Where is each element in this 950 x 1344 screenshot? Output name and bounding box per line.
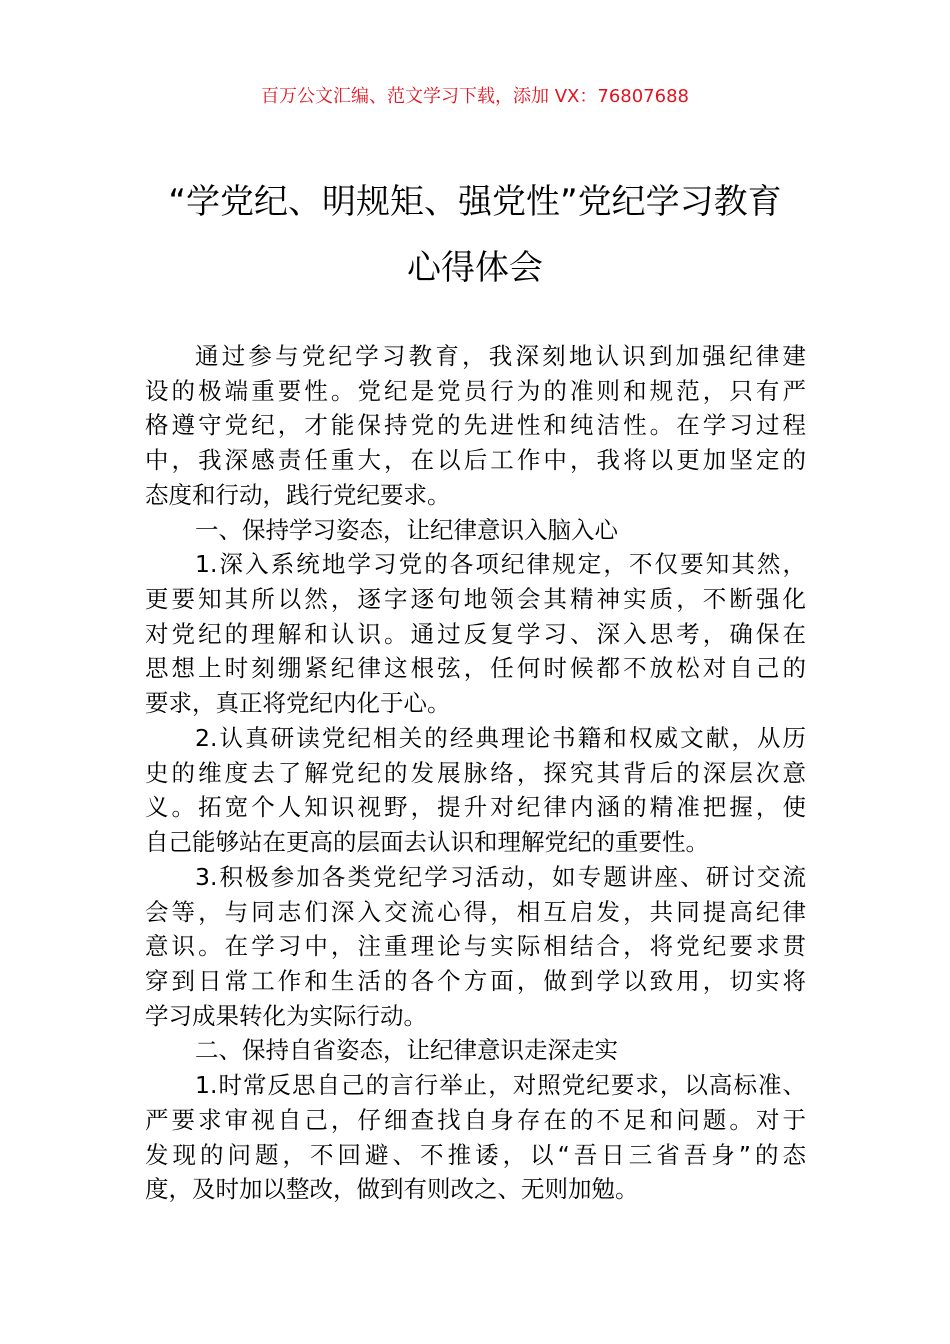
watermark-banner: 百万公文汇编、范文学习下载，添加 VX：76807688: [261, 86, 689, 107]
section-heading: [145, 513, 806, 548]
text-line: 义。拓宽个人知识视野，提升对纪律内涵的精准把握，使: [145, 793, 806, 822]
text-line: 史的维度去了解党纪的发展脉络，探究其背后的深层次意: [145, 758, 806, 787]
text-line: 设的极端重要性。党纪是党员行为的准则和规范，只有严: [145, 376, 806, 405]
paragraph: [145, 547, 806, 721]
text-line: 中，我深感责任重大，在以后工作中，我将以更加坚定的: [145, 446, 806, 475]
text-line: 会等，与同志们深入交流心得，相互启发，共同提高纪律: [145, 897, 806, 926]
paragraph: [145, 339, 806, 513]
document-title-line2: 心得体会: [407, 248, 543, 288]
text-line: 发现的问题，不回避、不推诿，以“吾日三省吾身”的态: [145, 1140, 806, 1169]
text-line: 态度和行动，践行党纪要求。: [145, 480, 451, 509]
text-line: 1.时常反思自己的言行举止，对照党纪要求，以高标准、: [195, 1071, 806, 1100]
text-line: 思想上时刻绷紧纪律这根弦，任何时候都不放松对自己的: [145, 654, 806, 683]
paragraph: [145, 721, 806, 860]
document-title: “学党纪、明规矩、强党性”党纪学习教育: [168, 182, 782, 222]
paragraph: [145, 860, 806, 1034]
text-line: 格遵守党纪，才能保持党的先进性和纯洁性。在学习过程: [145, 411, 806, 440]
text-line: 度，及时加以整改，做到有则改之、无则加勉。: [145, 1175, 639, 1204]
text-line: 二、保持自省姿态，让纪律意识走深走实: [195, 1036, 618, 1065]
section-heading: [145, 1033, 806, 1068]
text-line: 3.积极参加各类党纪学习活动，如专题讲座、研讨交流: [195, 862, 806, 891]
text-line: 2.认真研读党纪相关的经典理论书籍和权威文献，从历: [195, 723, 806, 752]
text-line: 自己能够站在更高的层面去认识和理解党纪的重要性。: [145, 828, 709, 857]
text-line: 穿到日常工作和生活的各个方面，做到学以致用，切实将: [145, 966, 806, 995]
text-line: 通过参与党纪学习教育，我深刻地认识到加强纪律建: [195, 342, 806, 370]
text-line: 严要求审视自己，仔细查找自身存在的不足和问题。对于: [145, 1105, 806, 1134]
text-line: 一、保持学习姿态，让纪律意识入脑入心: [195, 515, 618, 544]
paragraph: [145, 1068, 806, 1207]
text-line: 1.深入系统地学习党的各项纪律规定，不仅要知其然，: [195, 550, 806, 579]
text-line: 更要知其所以然，逐字逐句地领会其精神实质，不断强化: [145, 585, 806, 614]
text-line: 要求，真正将党纪内化于心。: [145, 689, 451, 718]
text-line: 意识。在学习中，注重理论与实际相结合，将党纪要求贯: [145, 932, 806, 961]
document-body: [145, 339, 806, 1207]
text-line: 学习成果转化为实际行动。: [145, 1001, 427, 1030]
text-line: 对党纪的理解和认识。通过反复学习、深入思考，确保在: [145, 619, 806, 648]
